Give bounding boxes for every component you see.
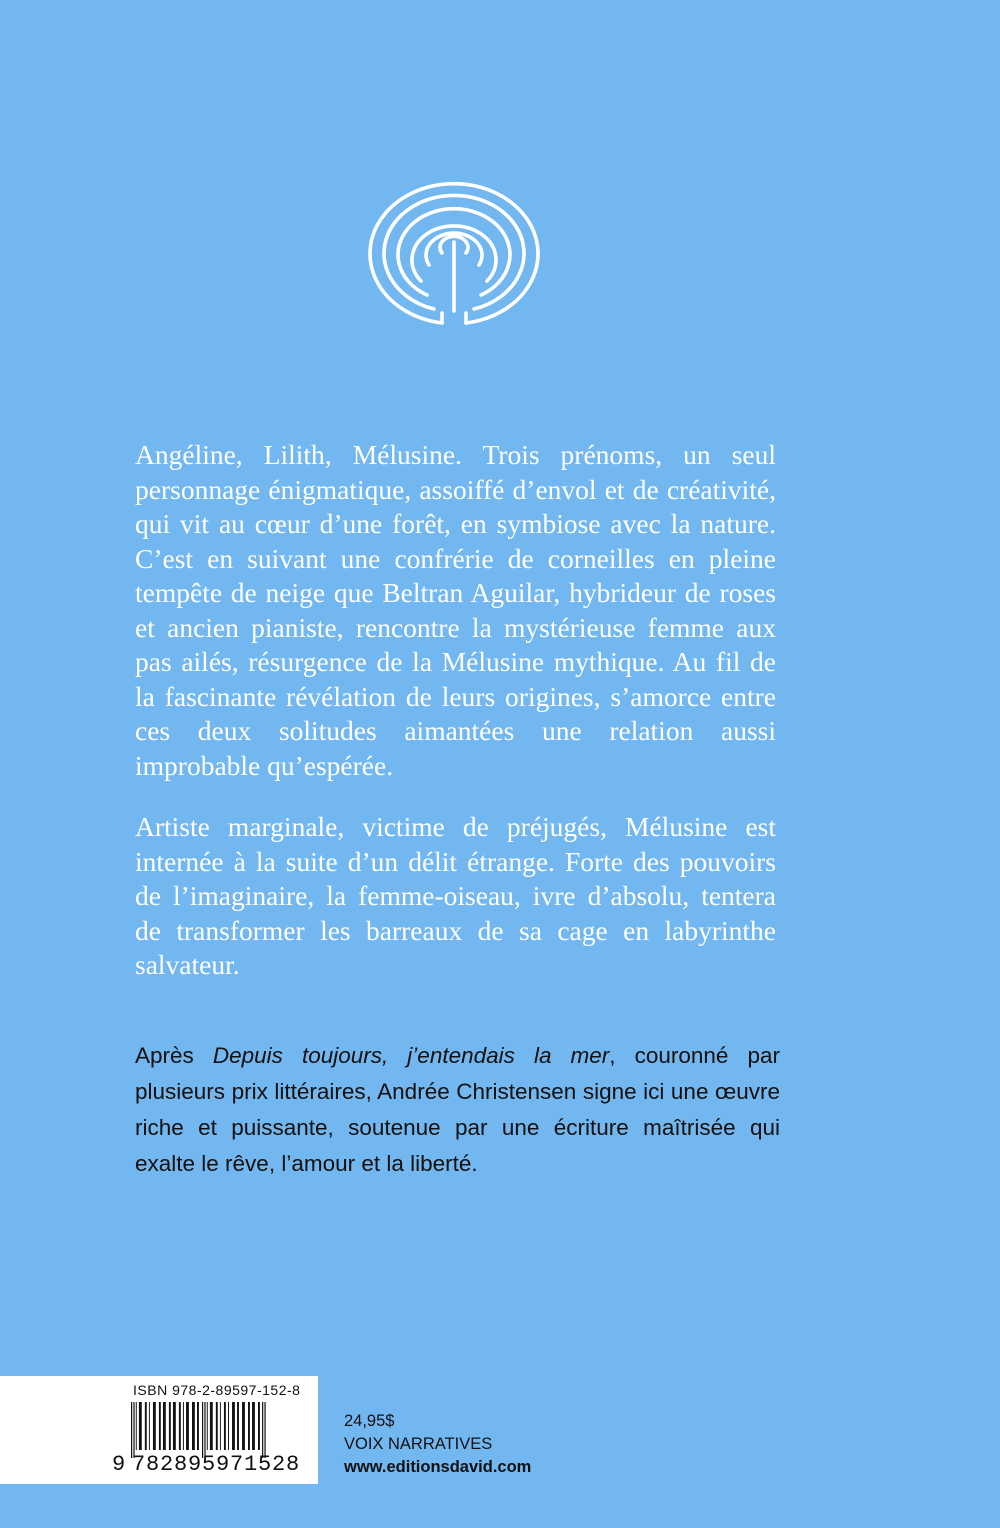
labyrinth-icon [366, 176, 542, 326]
author-note [135, 1038, 780, 1182]
publisher-info [344, 1410, 531, 1479]
author-note-rest: , couronné par plusieurs prix littéraires, Andrée Christensen signe ici une œuvre riche et puissante, soutenue par une écriture maîtrisée qui exalte le rêve, l’amour et la liberté. [135, 1043, 780, 1176]
publisher-website: www.editionsdavid.com [344, 1458, 532, 1476]
blurb-paragraph-1: Angéline, Lilith, Mélusine. Trois prénoms, un seul personnage énigmatique, assoiffé d’envol et de créativité, qui vit au cœur d’une forêt, en symbiose avec la nature. C’est en suivant une confrérie de corneilles en pleine tempête de neige que Beltran Aguilar, hybrideur de roses et ancien pianiste, rencontre la mystérieuse femme aux pas ailés, résurgence de la Mélusine mythique. Au fil de la fascinante révélation de leurs origines, s’amorce entre ces deux solitudes aimantées une relation aussi improbable qu’espérée. [135, 439, 776, 781]
isbn-label: ISBN 978-2-89597-152-8 [133, 1382, 301, 1398]
blurb-paragraph-2: Artiste marginale, victime de préjugés, Mélusine est internée à la suite d’un délit étrange. Forte des pouvoirs de l’imaginaire, la femme-oiseau, ivre d’absolu, tentera de transformer les barreaux de sa cage en labyrinthe salvateur. [135, 811, 776, 980]
price: 24,95$ [344, 1412, 395, 1430]
barcode [130, 1402, 310, 1458]
barcode-block [0, 1376, 318, 1484]
previous-book-title: Depuis toujours, j’entendais la mer [212, 1043, 610, 1068]
author-note-lead: Après [135, 1043, 213, 1068]
barcode-lead-digit: 9 [112, 1452, 126, 1477]
barcode-digits: 782895971528 [132, 1452, 301, 1477]
collection-name: VOIX NARRATIVES [344, 1435, 493, 1453]
